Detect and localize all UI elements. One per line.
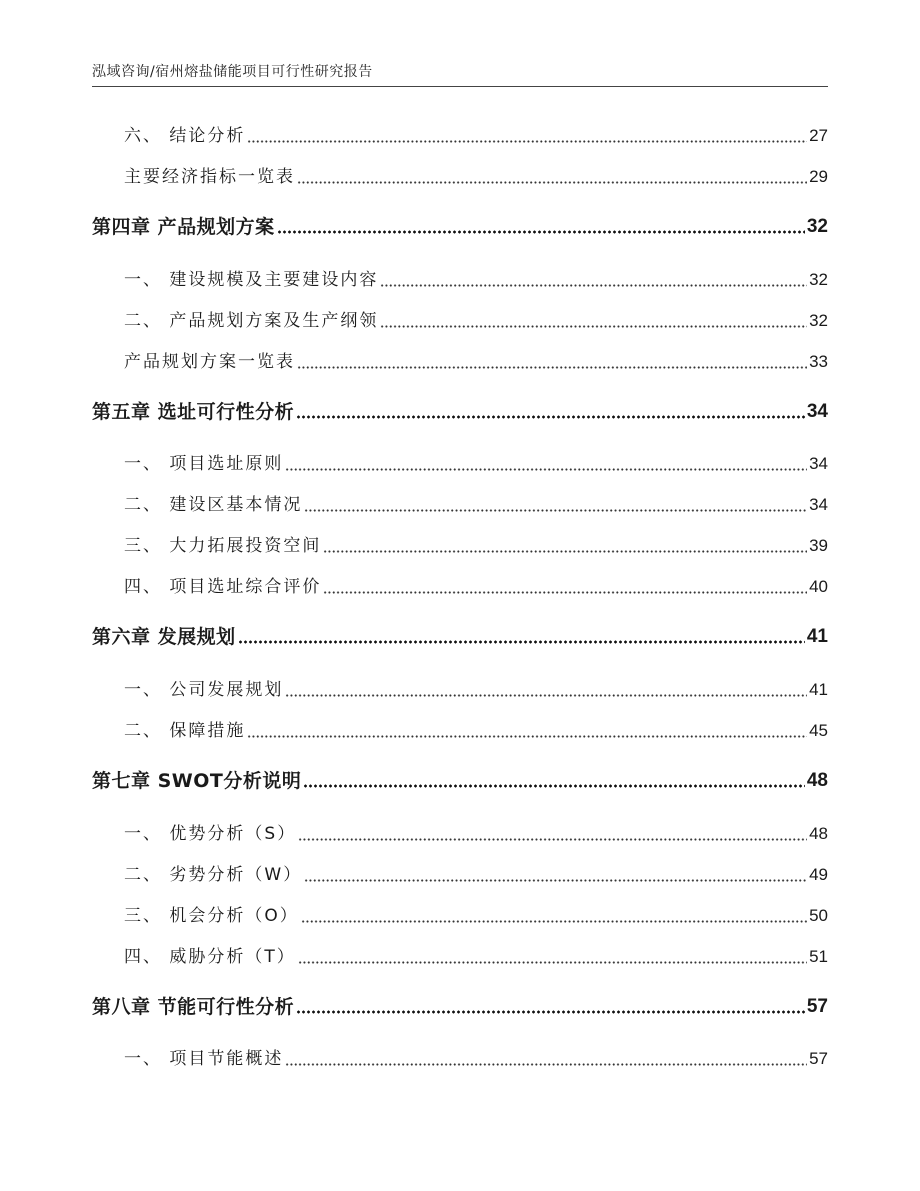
toc-dot-leader [285, 694, 807, 697]
toc-dot-leader [304, 509, 807, 512]
toc-entry[interactable] [124, 902, 828, 928]
toc-entry-label: 六、 结论分析 [124, 126, 246, 146]
toc-chapter-page: 34 [806, 401, 828, 422]
toc-chapter-entry[interactable] [92, 767, 828, 793]
toc-entry[interactable] [124, 266, 828, 292]
toc-chapter-page: 41 [806, 626, 828, 647]
toc-entry-label: 四、 威胁分析（T） [124, 947, 296, 967]
toc-dot-leader [301, 920, 807, 923]
toc-dot-leader [247, 735, 807, 738]
toc-chapter-entry[interactable] [92, 993, 828, 1019]
toc-entry-label: 一、 项目选址原则 [124, 454, 284, 474]
toc-chapter-entry[interactable] [92, 623, 828, 649]
toc-entry-page: 50 [809, 906, 828, 925]
toc-dot-leader [285, 468, 807, 471]
toc-entry[interactable] [124, 307, 828, 333]
toc-dot-leader [296, 1010, 805, 1014]
toc-entry[interactable] [124, 861, 828, 887]
toc-entry[interactable] [124, 573, 828, 599]
toc-dot-leader [277, 230, 805, 234]
toc-entry-page: 57 [809, 1049, 828, 1068]
toc-entry-label: 产品规划方案一览表 [124, 352, 295, 372]
toc-entry[interactable] [124, 348, 828, 374]
toc-entry-label: 一、 公司发展规划 [124, 680, 284, 700]
toc-entry[interactable] [124, 532, 828, 558]
toc-entry-page: 45 [809, 721, 828, 740]
toc-dot-leader [380, 325, 807, 328]
toc-entry[interactable] [124, 676, 828, 702]
toc-chapter-label: 第八章 节能可行性分析 [92, 996, 295, 1018]
toc-entry-page: 39 [809, 536, 828, 555]
toc-entry-label: 二、 建设区基本情况 [124, 495, 303, 515]
toc-entry[interactable] [124, 450, 828, 476]
toc-dot-leader [380, 284, 807, 287]
toc-entry-page: 33 [809, 352, 828, 371]
toc-entry-label: 二、 劣势分析（W） [124, 865, 303, 885]
toc-entry[interactable] [124, 943, 828, 969]
toc-chapter-entry[interactable] [92, 398, 828, 424]
toc-entry-page: 27 [809, 126, 828, 145]
toc-dot-leader [238, 640, 805, 644]
toc-dot-leader [296, 415, 805, 419]
toc-entry-label: 一、 建设规模及主要建设内容 [124, 270, 379, 290]
toc-entry-label: 四、 项目选址综合评价 [124, 577, 322, 597]
toc-entry-page: 40 [809, 577, 828, 596]
toc-chapter-label: 第五章 选址可行性分析 [92, 401, 295, 423]
toc-entry-page: 32 [809, 270, 828, 289]
toc-dot-leader [304, 879, 807, 882]
toc-entry-page: 34 [809, 454, 828, 473]
toc-chapter-page: 32 [806, 216, 828, 237]
toc-dot-leader [298, 838, 807, 841]
toc-chapter-page: 48 [806, 770, 828, 791]
toc-entry-page: 34 [809, 495, 828, 514]
toc-chapter-label: 第六章 发展规划 [92, 626, 236, 648]
toc-chapter-label: 第七章 SWOT分析说明 [92, 770, 302, 792]
toc-entry[interactable] [124, 820, 828, 846]
toc-dot-leader [303, 784, 804, 788]
toc-dot-leader [323, 591, 807, 594]
toc-dot-leader [247, 140, 807, 143]
toc-dot-leader [297, 181, 807, 184]
toc-chapter-entry[interactable] [92, 213, 828, 239]
toc-entry[interactable] [124, 1045, 828, 1071]
toc-entry[interactable] [124, 491, 828, 517]
toc-entry-page: 41 [809, 680, 828, 699]
toc-dot-leader [297, 366, 807, 369]
toc-entry-page: 51 [809, 947, 828, 966]
toc-entry-page: 48 [809, 824, 828, 843]
toc-entry[interactable] [124, 717, 828, 743]
toc-entry[interactable] [124, 122, 828, 148]
toc-entry-label: 主要经济指标一览表 [124, 167, 295, 187]
toc-entry-page: 32 [809, 311, 828, 330]
toc-chapter-label: 第四章 产品规划方案 [92, 216, 275, 238]
toc-dot-leader [298, 961, 807, 964]
toc-entry-label: 三、 机会分析（O） [124, 906, 299, 926]
toc-entry[interactable] [124, 163, 828, 189]
toc-entry-page: 49 [809, 865, 828, 884]
toc-chapter-page: 57 [806, 996, 828, 1017]
toc-dot-leader [285, 1063, 807, 1066]
toc-entry-label: 三、 大力拓展投资空间 [124, 536, 322, 556]
toc-entry-label: 一、 优势分析（S） [124, 824, 297, 844]
toc-entry-label: 二、 保障措施 [124, 721, 246, 741]
toc-dot-leader [323, 550, 807, 553]
toc-entry-label: 一、 项目节能概述 [124, 1049, 284, 1069]
toc-entry-page: 29 [809, 167, 828, 186]
toc-entry-label: 二、 产品规划方案及生产纲领 [124, 311, 379, 331]
page-header: 泓域咨询/宿州熔盐储能项目可行性研究报告 [92, 58, 828, 87]
